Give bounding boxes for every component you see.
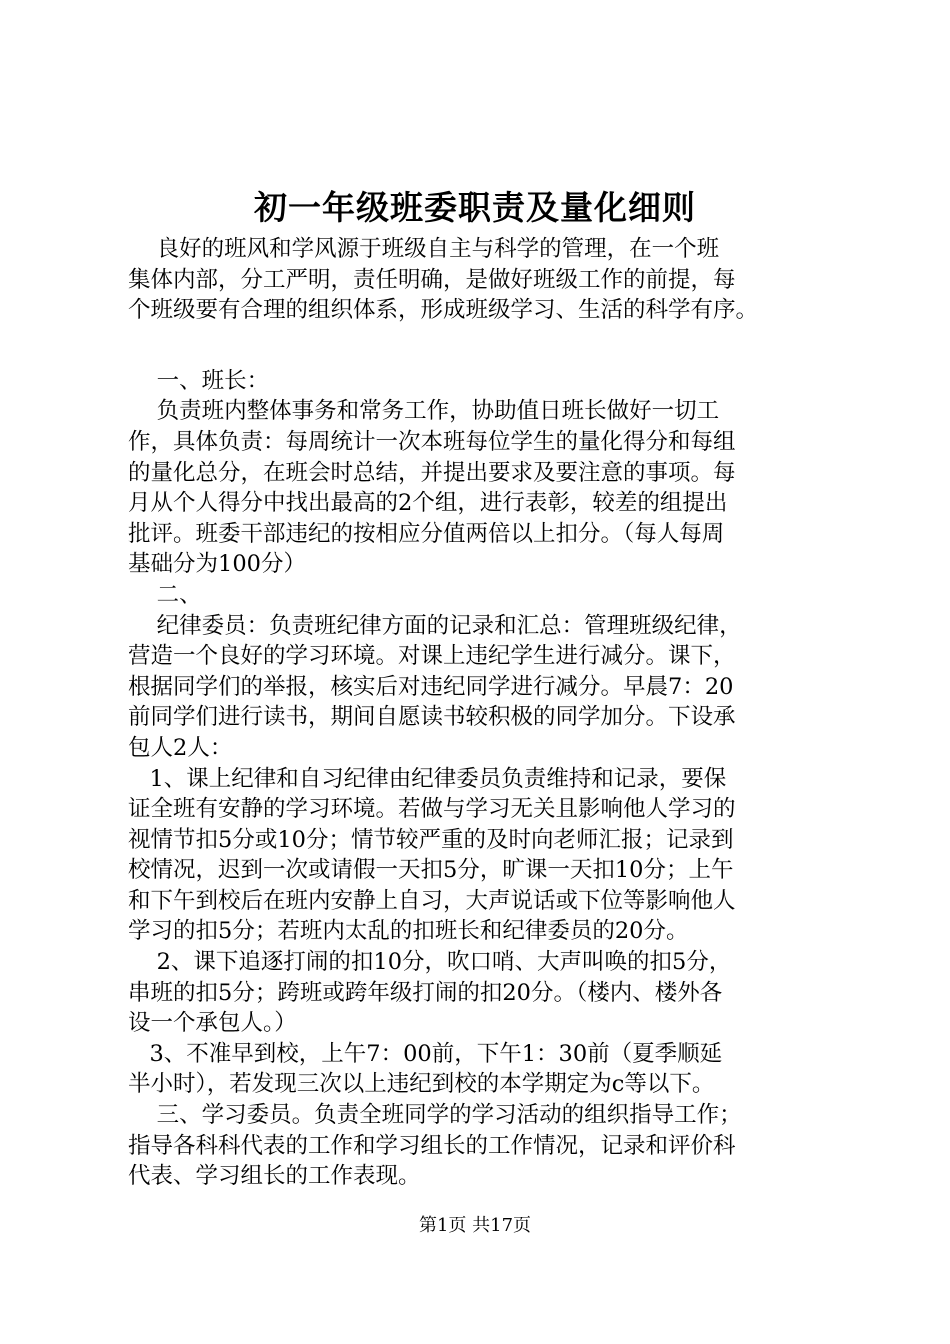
- text-line: 包人2人：: [128, 734, 233, 761]
- text-line: 和下午到校后在班内安静上自习，大声说话或下位等影响他人: [128, 887, 736, 914]
- text-line: 纪律委员：负责班纪律方面的记录和汇总：管理班级纪律，: [128, 612, 742, 639]
- section-heading-monitor: 一、班长：: [128, 367, 270, 394]
- text-line: 代表、学习组长的工作表现。: [128, 1163, 421, 1190]
- text-line: 集体内部，分工严明，责任明确，是做好班级工作的前提，每: [128, 266, 736, 293]
- text-line: 根据同学们的举报，核实后对违纪同学进行减分。早晨7：20: [128, 673, 734, 700]
- text-line: 基础分为100分）: [128, 551, 306, 578]
- text-line: 2、课下追逐打闹的扣10分，吹口哨、大声叫唤的扣5分，: [128, 949, 732, 976]
- text-line: 批评。班委干部违纪的按相应分值两倍以上扣分。（每人每周: [128, 520, 725, 547]
- text-line: 良好的班风和学风源于班级自主与科学的管理，在一个班: [128, 236, 720, 262]
- text-line: 半小时），若发现三次以上违纪到校的本学期定为c等以下。: [128, 1071, 715, 1098]
- text-line: 学习的扣5分；若班内太乱的扣班长和纪律委员的20分。: [128, 918, 689, 945]
- text-line: 视情节扣5分或10分；情节较严重的及时向老师汇报；记录到: [128, 826, 734, 853]
- text-line: 作，具体负责：每周统计一次本班每位学生的量化得分和每组: [128, 428, 736, 455]
- text-line: 串班的扣5分；跨班或跨年级打闹的扣20分。（楼内、楼外各: [128, 979, 723, 1006]
- text-line: 个班级要有合理的组织体系，形成班级学习、生活的科学有序。: [128, 297, 759, 324]
- duties-section: [128, 366, 840, 1192]
- text-line: 1、课上纪律和自习纪律由纪律委员负责维持和记录，要保: [128, 765, 727, 792]
- paragraph-gap: [128, 326, 840, 366]
- text-line: 校情况，迟到一次或请假一天扣5分，旷课一天扣10分；上午: [128, 857, 734, 884]
- text-line: 月从个人得分中找出最高的2个组，进行表彰，较差的组提出: [128, 490, 728, 517]
- text-line: 指导各科科代表的工作和学习组长的工作情况，记录和评价科: [128, 1132, 736, 1159]
- text-line: 设一个承包人。）: [128, 1010, 297, 1037]
- text-line: 负责班内整体事务和常务工作，协助值日班长做好一切工: [128, 398, 720, 425]
- intro-paragraph: [128, 234, 840, 326]
- document-body: [128, 234, 840, 1192]
- section-heading-discipline: 二、: [128, 581, 202, 608]
- text-line: 前同学们进行读书，期间自愿读书较积极的同学加分。下设承: [128, 704, 736, 731]
- text-line: 3、不准早到校，上午7：00前，下午1：30前（夏季顺延: [128, 1040, 723, 1067]
- text-line: 证全班有安静的学习环境。若做与学习无关且影响他人学习的: [128, 796, 736, 823]
- page-footer: 第1页 共17页: [418, 1215, 532, 1236]
- document-title: 初一年级班委职责及量化细则: [254, 188, 696, 227]
- text-line: 的量化总分，在班会时总结，并提出要求及要注意的事项。每: [128, 459, 736, 486]
- text-line: 营造一个良好的学习环境。对课上违纪学生进行减分。课下，: [128, 643, 736, 670]
- section-heading-study: 三、学习委员。负责全班同学的学习活动的组织指导工作；: [128, 1102, 742, 1129]
